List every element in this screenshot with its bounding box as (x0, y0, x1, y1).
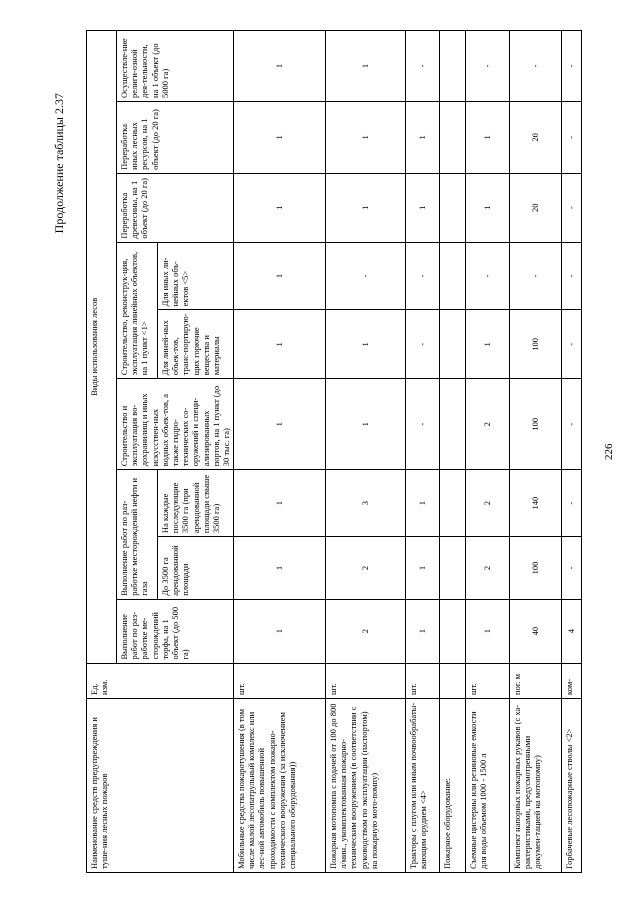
header-other-forest: Переработка иных лесных ресурсов, на 1 объект (до 20 га) (117, 101, 234, 173)
row-value: 100 (510, 310, 562, 379)
row-value: 1 (406, 173, 440, 242)
row-value (440, 31, 466, 102)
row-value: 100 (510, 379, 562, 470)
row-unit: пог. м (510, 663, 562, 698)
page-number: 226 (603, 443, 615, 460)
row-value: 1 (466, 173, 510, 242)
header-linear-a: Для линей-ных объек-тов, транс-портирую-щих горючие вещества и материалы (157, 310, 233, 379)
row-value: 1 (326, 310, 406, 379)
row-value: - (510, 31, 562, 102)
row-value: 1 (234, 101, 326, 173)
header-water: Строительство и эксплуатация во-дохранилищ и иных искусствен-ных водных объек-тов, а также гидро-технических со-оружений и специ-ализированных портов, на 1 пункт (до 30 тыс. га) (117, 379, 234, 470)
row-unit: шт. (326, 663, 406, 698)
row-value: 140 (510, 470, 562, 537)
row-value: 20 (510, 101, 562, 173)
row-value: - (562, 310, 582, 379)
row-value: 1 (406, 537, 440, 600)
row-unit: шт. (466, 663, 510, 698)
row-value: 1 (406, 599, 440, 663)
row-value: 1 (326, 101, 406, 173)
header-linear: Строительство, реконструк-ция, эксплуатация линейных объектов, на 1 пункт <1> (117, 242, 158, 379)
row-value: 1 (234, 599, 326, 663)
row-value (440, 599, 466, 663)
row-value (440, 470, 466, 537)
row-value: 1 (234, 470, 326, 537)
header-group: Виды использования лесов (87, 31, 117, 664)
row-name: Пожарное оборудование: (440, 698, 466, 872)
row-value: 1 (406, 470, 440, 537)
row-name: Съемные цистерны или резиновые емкости для воды объемом 1000 - 1500 л (466, 698, 510, 872)
row-value: - (510, 242, 562, 310)
header-unit: Ед. изм. (87, 663, 234, 698)
row-value: 1 (406, 101, 440, 173)
table-row (510, 31, 562, 873)
row-unit: ком- (562, 663, 582, 698)
header-oil-gas-a: До 3500 га арендованной площади (157, 537, 233, 600)
row-value: 2 (326, 537, 406, 600)
row-value: - (562, 537, 582, 600)
row-name: Горбачевые лесопожарные стволы <2> (562, 698, 582, 872)
row-value (440, 379, 466, 470)
header-religion: Осуществле-ние религи-озной дея-тельности, на 1 объект (до 5000 га) (117, 31, 234, 102)
data-table (86, 30, 582, 873)
row-value: 1 (234, 31, 326, 102)
header-name: Наименование средств предупреждения и туше-ния лесных пожаров (87, 698, 234, 872)
header-wood: Переработка древесины, на 1 объект (до 20 га) (117, 173, 234, 242)
row-value: 1 (234, 379, 326, 470)
row-name: Комплект напорных пожарных рукавов (с ха-рактеристиками, предусмотренными докумен-тацией на мотопомпу) (510, 698, 562, 872)
row-value: - (466, 242, 510, 310)
row-value: 1 (234, 173, 326, 242)
row-value: 2 (326, 599, 406, 663)
row-value: 1 (466, 599, 510, 663)
row-name: Мобильные средства пожаротушения (в том числе малой лесопатрульный комплекс или лес-ной автомобиль повышенной проходимости с комплектом пожарно-технического вооружения (за исключением специального оборудования)) (234, 698, 326, 872)
row-unit: шт. (234, 663, 326, 698)
row-value: 2 (466, 470, 510, 537)
row-value: - (406, 310, 440, 379)
row-value: - (406, 242, 440, 310)
table-row (466, 31, 510, 873)
row-value: 1 (234, 537, 326, 600)
row-value: 20 (510, 173, 562, 242)
row-unit: шт. (406, 663, 440, 698)
row-value: - (562, 242, 582, 310)
row-value: 1 (234, 242, 326, 310)
row-value: 1 (466, 310, 510, 379)
row-value: - (406, 31, 440, 102)
row-value: - (406, 379, 440, 470)
table-row (326, 31, 406, 873)
row-value (440, 173, 466, 242)
row-value: - (562, 470, 582, 537)
row-value (440, 537, 466, 600)
row-value: - (326, 242, 406, 310)
row-value: 1 (326, 31, 406, 102)
row-unit (440, 663, 466, 698)
row-value: 1 (326, 173, 406, 242)
header-peat: Выполнение работ по раз-работке ме-сторождений торфа, на 1 объект (до 500 га) (117, 599, 234, 663)
row-value (440, 242, 466, 310)
row-value: 100 (510, 537, 562, 600)
table-row (562, 31, 582, 873)
row-value: - (562, 101, 582, 173)
header-linear-b: Для иных ли-нейных объ-ектов <5> (157, 242, 233, 310)
row-value: 1 (466, 101, 510, 173)
header-oil-gas-b: На каждые последующие 3500 га (при арендованной площади свыше 3500 га) (157, 470, 233, 537)
row-value: 1 (326, 379, 406, 470)
row-name: Пожарная мотопомпа с подачей от 100 до 800 л/мин., укомплектованная пожарно-техническим вооружением (в соответствии с руководством по эксплуатации (паспортом) на пожарную мото-помпу) (326, 698, 406, 872)
row-value: 4 (562, 599, 582, 663)
table-row (406, 31, 440, 873)
row-value (440, 101, 466, 173)
row-value: - (562, 31, 582, 102)
table-row (440, 31, 466, 873)
row-value: - (562, 379, 582, 470)
row-name: Тракторы с плугом или иным почвообрабаты-вающим орудием <4> (406, 698, 440, 872)
row-value: - (466, 31, 510, 102)
table-caption: Продолжение таблицы 2.37 (52, 93, 66, 234)
table-body (234, 31, 582, 873)
header-oil-gas: Выполнение работ по раз-работке месторождений нефти и газа (117, 470, 158, 600)
row-value: 3 (326, 470, 406, 537)
table-row (234, 31, 326, 873)
row-value (440, 310, 466, 379)
row-value: 40 (510, 599, 562, 663)
row-value: - (562, 173, 582, 242)
row-value: 2 (466, 537, 510, 600)
row-value: 1 (234, 310, 326, 379)
row-value: 2 (466, 379, 510, 470)
